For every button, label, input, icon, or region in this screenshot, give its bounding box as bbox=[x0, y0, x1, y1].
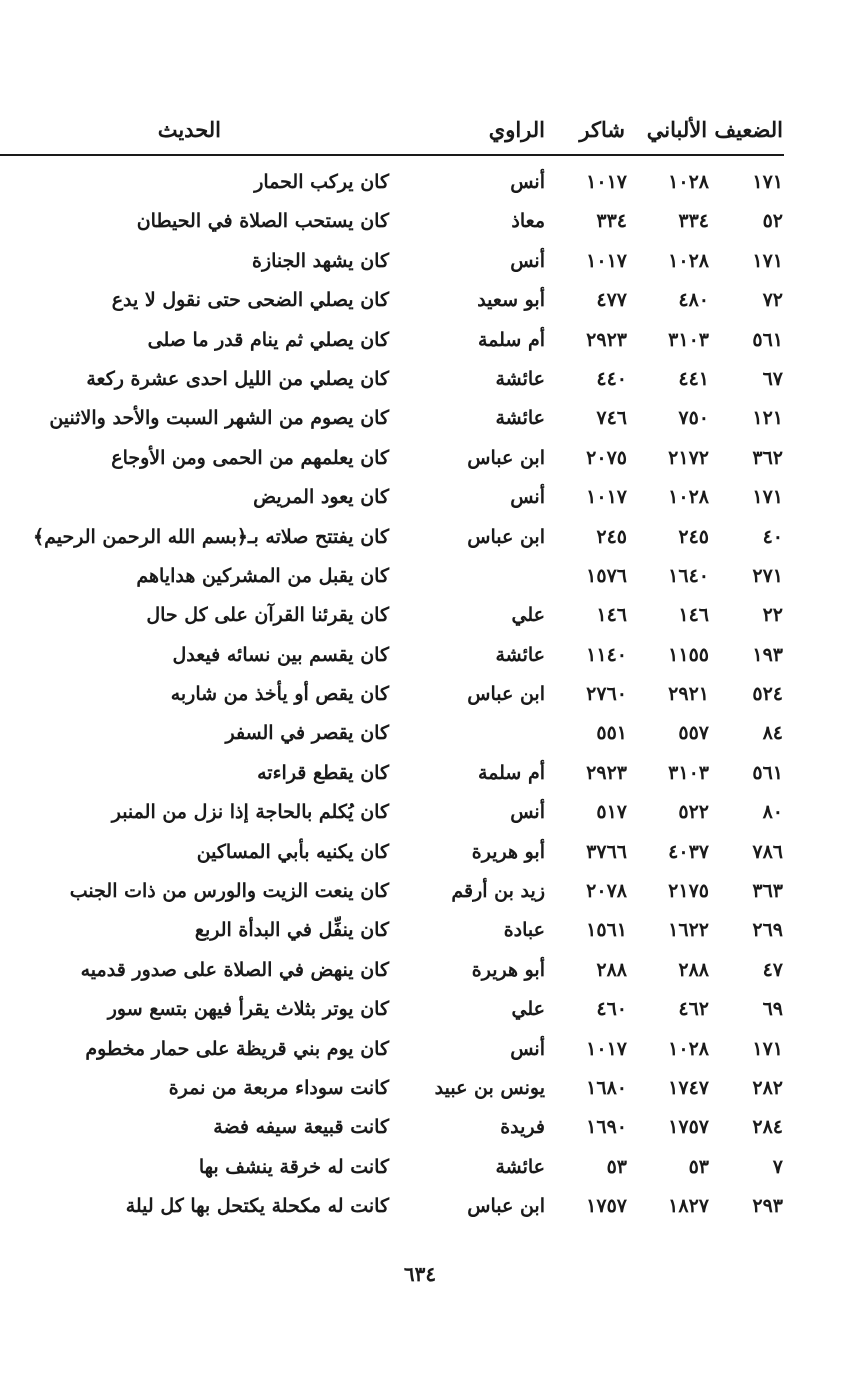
cell-albani: ١٠٢٨ bbox=[668, 486, 709, 509]
cell-rawi: علي bbox=[511, 998, 545, 1021]
cell-rawi: عائشة bbox=[495, 367, 545, 390]
table-row bbox=[0, 595, 849, 634]
cell-rawi: أنس bbox=[510, 486, 545, 509]
cell-rawi: أبو هريرة bbox=[471, 958, 545, 981]
header-divider bbox=[0, 154, 784, 156]
cell-albani: ١٠٢٨ bbox=[668, 1037, 709, 1060]
cell-shakir: ٢٩٢٣ bbox=[586, 328, 627, 351]
cell-albani: ١٤٦ bbox=[678, 604, 709, 627]
cell-hadith: كان يركب الحمار bbox=[254, 171, 389, 193]
cell-shakir: ١٧٥٧ bbox=[586, 1195, 627, 1218]
cell-hadith: كان ينهض في الصلاة على صدور قدميه bbox=[80, 958, 389, 981]
cell-albani: ١٨٢٧ bbox=[668, 1195, 709, 1218]
table-row bbox=[0, 1147, 849, 1186]
table-row bbox=[0, 871, 849, 910]
table-row bbox=[0, 1068, 849, 1107]
cell-rawi: فريدة bbox=[500, 1116, 545, 1139]
cell-shakir: ٢٤٥ bbox=[596, 525, 627, 548]
cell-shakir: ٥٣ bbox=[606, 1155, 627, 1178]
cell-albani: ١٠٢٨ bbox=[668, 171, 709, 193]
cell-daif: ٨٤ bbox=[762, 722, 783, 745]
cell-shakir: ٢٠٧٨ bbox=[586, 880, 627, 903]
cell-shakir: ٢٩٢٣ bbox=[586, 761, 627, 784]
header-rawi: الراوي bbox=[488, 117, 545, 142]
cell-albani: ١٧٤٧ bbox=[668, 1076, 709, 1099]
table-row bbox=[0, 359, 849, 398]
cell-shakir: ١١٤٠ bbox=[586, 643, 627, 666]
cell-albani: ٢١٧٢ bbox=[668, 446, 709, 469]
cell-daif: ٢٨٤ bbox=[752, 1116, 783, 1139]
cell-shakir: ٣٣٤ bbox=[596, 210, 627, 233]
cell-hadith: كان يقص أو يأخذ من شاربه bbox=[170, 683, 389, 706]
cell-albani: ٤٤١ bbox=[678, 367, 709, 390]
cell-daif: ٥٦١ bbox=[752, 761, 783, 784]
cell-rawi: أنس bbox=[510, 249, 545, 272]
cell-hadith: كان يوتر بثلاث يقرأ فيهن بتسع سور bbox=[107, 998, 389, 1021]
table-row bbox=[0, 713, 849, 752]
cell-daif: ١٧١ bbox=[752, 1037, 783, 1060]
cell-shakir: ٣٧٦٦ bbox=[586, 840, 627, 863]
cell-rawi: ابن عباس bbox=[467, 525, 545, 548]
table-row bbox=[0, 517, 849, 556]
cell-daif: ٦٧ bbox=[762, 367, 783, 390]
table-row bbox=[0, 162, 849, 201]
cell-daif: ٢٦٩ bbox=[752, 919, 783, 942]
cell-daif: ٢٨٢ bbox=[752, 1076, 783, 1099]
cell-rawi: عائشة bbox=[495, 643, 545, 666]
cell-albani: ١٦٢٢ bbox=[668, 919, 709, 942]
cell-albani: ٣١٠٣ bbox=[668, 761, 709, 784]
cell-shakir: ١٦٨٠ bbox=[586, 1076, 627, 1099]
cell-hadith: كان ينفِّل في البدأة الربع bbox=[194, 919, 389, 942]
cell-rawi: علي bbox=[511, 604, 545, 627]
cell-shakir: ١٠١٧ bbox=[586, 249, 627, 272]
cell-albani: ٤٠٣٧ bbox=[668, 840, 709, 863]
cell-rawi: يونس بن عبيد bbox=[434, 1076, 545, 1099]
cell-hadith: كان يقسم بين نسائه فيعدل bbox=[172, 643, 389, 666]
cell-hadith: كانت له خرقة ينشف بها bbox=[198, 1155, 389, 1178]
cell-albani: ٢٩٢١ bbox=[668, 683, 709, 706]
table-row bbox=[0, 556, 849, 595]
table-row bbox=[0, 910, 849, 949]
cell-shakir: ٤٧٧ bbox=[596, 289, 627, 312]
cell-daif: ٧٢ bbox=[762, 289, 783, 312]
table-row bbox=[0, 201, 849, 240]
cell-shakir: ١٥٧٦ bbox=[586, 564, 627, 587]
cell-hadith: كانت سوداء مربعة من نمرة bbox=[168, 1076, 389, 1099]
cell-rawi: ابن عباس bbox=[467, 683, 545, 706]
cell-daif: ٧٨٦ bbox=[752, 840, 783, 863]
cell-rawi: عبادة bbox=[503, 919, 545, 942]
cell-daif: ٧ bbox=[772, 1155, 783, 1178]
cell-rawi: ابن عباس bbox=[467, 1195, 545, 1218]
cell-rawi: عائشة bbox=[495, 407, 545, 430]
cell-daif: ٢٧١ bbox=[752, 564, 783, 587]
cell-albani: ٢٤٥ bbox=[678, 525, 709, 548]
cell-daif: ١٧١ bbox=[752, 486, 783, 509]
cell-shakir: ٧٤٦ bbox=[596, 407, 627, 430]
cell-shakir: ٢٧٦٠ bbox=[586, 683, 627, 706]
cell-hadith: كان يعود المريض bbox=[253, 486, 389, 509]
table-row bbox=[0, 477, 849, 516]
cell-rawi: أبو هريرة bbox=[471, 840, 545, 863]
cell-rawi bbox=[395, 558, 545, 594]
cell-daif: ٣٦٢ bbox=[752, 446, 783, 469]
cell-daif: ٢٢ bbox=[762, 604, 783, 627]
cell-rawi: أنس bbox=[510, 171, 545, 193]
cell-hadith: كانت له مكحلة يكتحل بها كل ليلة bbox=[125, 1195, 389, 1218]
cell-shakir: ١٤٦ bbox=[596, 604, 627, 627]
cell-rawi: أنس bbox=[510, 1037, 545, 1060]
cell-albani: ٥٢٢ bbox=[678, 801, 709, 824]
cell-daif: ١٧١ bbox=[752, 171, 783, 193]
cell-daif: ٤٠ bbox=[762, 525, 783, 548]
cell-rawi: ابن عباس bbox=[467, 446, 545, 469]
table-row bbox=[0, 635, 849, 674]
cell-albani: ٢١٧٥ bbox=[668, 880, 709, 903]
cell-rawi: أنس bbox=[510, 801, 545, 824]
cell-hadith: كان يفتتح صلاته بـ﴿بسم الله الرحمن الرحيم﴾ bbox=[32, 525, 389, 548]
cell-albani: ٢٨٨ bbox=[678, 958, 709, 981]
cell-hadith: كان يعلمهم من الحمى ومن الأوجاع bbox=[111, 446, 389, 469]
cell-albani: ١٦٤٠ bbox=[668, 564, 709, 587]
cell-hadith: كان ينعت الزيت والورس من ذات الجنب bbox=[69, 880, 389, 903]
table-row bbox=[0, 1029, 849, 1068]
cell-daif: ٨٠ bbox=[762, 801, 783, 824]
table-row bbox=[0, 398, 849, 437]
cell-hadith: كان يقطع قراءته bbox=[257, 761, 389, 784]
cell-rawi: أم سلمة bbox=[477, 328, 545, 351]
cell-daif: ٦٩ bbox=[762, 998, 783, 1021]
header-daif-albani: الضعيف الألباني bbox=[646, 117, 783, 142]
cell-hadith: كان يصلي ثم ينام قدر ما صلى bbox=[147, 328, 389, 351]
cell-hadith: كان يصلي من الليل احدى عشرة ركعة bbox=[86, 367, 389, 390]
cell-shakir: ١٠١٧ bbox=[586, 1037, 627, 1060]
cell-shakir: ٢٠٧٥ bbox=[586, 446, 627, 469]
cell-shakir: ٥٥١ bbox=[596, 722, 627, 745]
table-row bbox=[0, 950, 849, 989]
table-row bbox=[0, 320, 849, 359]
cell-hadith: كان يوم بني قريظة على حمار مخطوم bbox=[85, 1037, 389, 1060]
cell-shakir: ١٦٩٠ bbox=[586, 1116, 627, 1139]
cell-rawi: زيد بن أرقم bbox=[451, 880, 545, 903]
cell-shakir: ٢٨٨ bbox=[596, 958, 627, 981]
cell-albani: ٧٥٠ bbox=[678, 407, 709, 430]
table-row bbox=[0, 674, 849, 713]
cell-hadith: كان يقبل من المشركين هداياهم bbox=[136, 564, 389, 587]
table-row bbox=[0, 1107, 849, 1146]
header-hadith: الحديث bbox=[157, 117, 221, 142]
cell-rawi: معاذ bbox=[511, 210, 545, 233]
cell-rawi: أبو سعيد bbox=[477, 289, 545, 312]
table-row bbox=[0, 280, 849, 319]
cell-shakir: ٤٤٠ bbox=[596, 367, 627, 390]
cell-daif: ١٢١ bbox=[752, 407, 783, 430]
cell-albani: ١١٥٥ bbox=[668, 643, 709, 666]
cell-shakir: ٥١٧ bbox=[596, 801, 627, 824]
cell-hadith: كان يُكلم بالحاجة إذا نزل من المنبر bbox=[111, 801, 389, 824]
cell-hadith: كان يصلي الضحى حتى نقول لا يدع bbox=[111, 289, 389, 312]
cell-rawi: أم سلمة bbox=[477, 761, 545, 784]
cell-hadith: كان يصوم من الشهر السبت والأحد والاثنين bbox=[49, 407, 389, 430]
cell-daif: ٥٢ bbox=[762, 210, 783, 233]
table-row bbox=[0, 438, 849, 477]
table-header bbox=[0, 112, 849, 148]
cell-albani: ٥٣ bbox=[688, 1155, 709, 1178]
table-body bbox=[0, 162, 849, 1226]
cell-albani: ٣٣٤ bbox=[678, 210, 709, 233]
cell-albani: ٤٦٢ bbox=[678, 998, 709, 1021]
cell-rawi bbox=[395, 715, 545, 751]
cell-rawi: عائشة bbox=[495, 1155, 545, 1178]
cell-daif: ٣٦٣ bbox=[752, 880, 783, 903]
table-row bbox=[0, 832, 849, 871]
cell-albani: ٣١٠٣ bbox=[668, 328, 709, 351]
cell-albani: ٥٥٧ bbox=[678, 722, 709, 745]
table-row bbox=[0, 1186, 849, 1225]
cell-daif: ٥٢٤ bbox=[752, 683, 783, 706]
cell-hadith: كان يستحب الصلاة في الحيطان bbox=[136, 210, 389, 233]
cell-daif: ١٩٣ bbox=[752, 643, 783, 666]
table-row bbox=[0, 989, 849, 1028]
cell-shakir: ١٠١٧ bbox=[586, 486, 627, 509]
cell-albani: ٤٨٠ bbox=[678, 289, 709, 312]
page-number: ٦٣٤ bbox=[403, 1262, 437, 1286]
table-row bbox=[0, 241, 849, 280]
cell-shakir: ١٠١٧ bbox=[586, 171, 627, 193]
cell-albani: ١٧٥٧ bbox=[668, 1116, 709, 1139]
cell-shakir: ١٥٦١ bbox=[586, 919, 627, 942]
cell-daif: ٥٦١ bbox=[752, 328, 783, 351]
header-shakir: شاكر bbox=[579, 117, 625, 142]
cell-daif: ٤٧ bbox=[762, 958, 783, 981]
cell-albani: ١٠٢٨ bbox=[668, 249, 709, 272]
cell-hadith: كان يقرئنا القرآن على كل حال bbox=[146, 604, 389, 627]
table-row bbox=[0, 792, 849, 831]
cell-hadith: كان يشهد الجنازة bbox=[252, 249, 389, 272]
cell-shakir: ٤٦٠ bbox=[596, 998, 627, 1021]
cell-daif: ٢٩٣ bbox=[752, 1195, 783, 1218]
cell-daif: ١٧١ bbox=[752, 249, 783, 272]
table-row bbox=[0, 753, 849, 792]
cell-hadith: كانت قبيعة سيفه فضة bbox=[213, 1116, 389, 1139]
cell-hadith: كان يقصر في السفر bbox=[225, 722, 389, 745]
cell-hadith: كان يكنيه بأبي المساكين bbox=[196, 840, 389, 863]
